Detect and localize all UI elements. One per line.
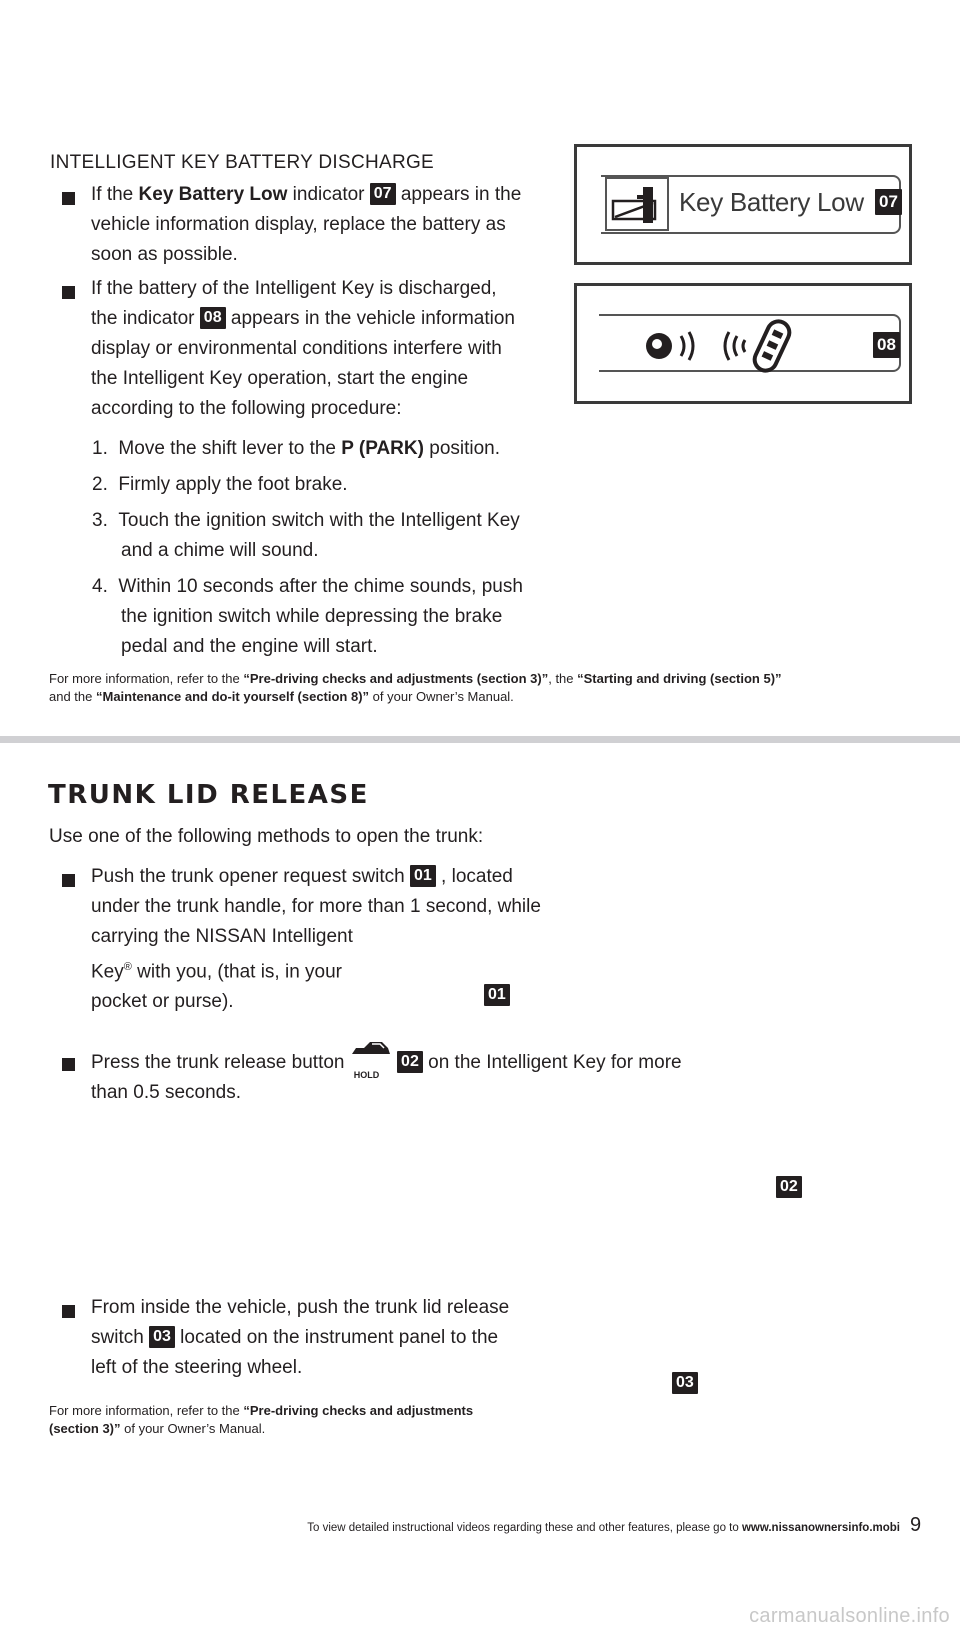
bullet-marker — [62, 1058, 75, 1071]
hold-label: HOLD — [353, 1070, 380, 1080]
text: From inside the vehicle, push the trunk lid release — [91, 1297, 510, 1318]
page-number: 9 — [910, 1514, 922, 1536]
text: than 0.5 seconds. — [91, 1082, 241, 1103]
text: Press the trunk release button — [91, 1052, 350, 1073]
text: , located — [435, 866, 513, 887]
text: appears in the — [395, 184, 522, 205]
step-number: 4. — [92, 576, 108, 597]
key-battery-icon — [605, 177, 669, 231]
text: appears in the vehicle information — [225, 308, 515, 329]
step-number: 3. — [92, 510, 108, 531]
manual-reference: “Pre-driving checks and adjustments (section 3)” — [243, 671, 549, 686]
trunk-intro: Use one of the following methods to open the trunk: — [49, 826, 484, 847]
text: , the — [548, 671, 578, 686]
text: Push the trunk opener request switch — [91, 866, 410, 887]
reference-note — [49, 670, 929, 706]
text: of your Owner’s Manual. — [120, 1421, 266, 1436]
text: the indicator — [91, 308, 200, 329]
text: with you, (that is, in your — [131, 961, 343, 983]
section-heading: INTELLIGENT KEY BATTERY DISCHARGE — [50, 152, 435, 173]
text: and the — [49, 689, 96, 704]
figure-badge-01: 01 — [484, 984, 510, 1006]
bullet-battery-discharged — [91, 274, 551, 424]
bullet-trunk-release-button — [91, 1046, 731, 1108]
text: For more information, refer to the — [49, 671, 244, 686]
bullet-key-battery-low — [91, 180, 551, 270]
figure-badge-02: 02 — [776, 1176, 802, 1198]
badge-08: 08 — [200, 307, 226, 329]
text: on the Intelligent Key for more — [422, 1052, 682, 1073]
text: vehicle information display, replace the battery as — [91, 214, 506, 235]
text: located on the instrument panel to the — [174, 1327, 499, 1348]
text: position. — [423, 438, 501, 459]
park-label: P (PARK) — [341, 438, 424, 459]
manual-reference: “Pre-driving checks and adjustments — [243, 1403, 474, 1418]
bullet-marker — [62, 286, 75, 299]
step-4 — [92, 572, 562, 662]
section-divider — [0, 736, 960, 743]
text: If the — [91, 184, 139, 205]
badge-01: 01 — [410, 865, 436, 887]
text: To view detailed instructional videos regarding these and other features, please go to — [307, 1522, 742, 1534]
step-2 — [92, 470, 562, 500]
section-title: TRUNK LID RELEASE — [48, 780, 369, 810]
key-battery-low-display — [574, 144, 912, 265]
text: pedal and the engine will start. — [121, 636, 378, 657]
key-battery-low-text: Key Battery Low — [679, 187, 864, 217]
step-number: 2. — [92, 474, 108, 495]
badge-03: 03 — [149, 1326, 175, 1348]
text: If the battery of the Intelligent Key is discharged, — [91, 278, 497, 299]
intelligent-key-display — [574, 283, 912, 404]
badge-02: 02 — [397, 1051, 423, 1073]
bullet-marker — [62, 874, 75, 887]
figure-badge-03: 03 — [672, 1372, 698, 1394]
text: For more information, refer to the — [49, 1403, 244, 1418]
text: Key — [91, 961, 124, 983]
text: the Intelligent Key operation, start the engine — [91, 368, 469, 389]
watermark: carmanualsonline.info — [749, 1605, 950, 1627]
bullet-marker — [62, 1305, 75, 1318]
footer-text — [0, 1522, 900, 1534]
key-signal-icon — [637, 312, 807, 383]
text: switch — [91, 1327, 150, 1348]
text: Touch the ignition switch with the Intelligent Key — [118, 510, 520, 531]
text: under the trunk handle, for more than 1 second, while — [91, 896, 541, 917]
trunk-hold-icon — [350, 1046, 392, 1080]
manual-reference: “Maintenance and do-it yourself (section 8)” — [96, 689, 370, 704]
text: of your Owner’s Manual. — [369, 689, 514, 704]
reference-note — [49, 1402, 609, 1438]
text: and a chime will sound. — [121, 540, 319, 561]
manual-reference: (section 3)” — [49, 1421, 121, 1436]
text: Within 10 seconds after the chime sounds, push — [118, 576, 523, 597]
bullet-request-switch — [91, 862, 591, 1017]
text: the ignition switch while depressing the brake — [121, 606, 503, 627]
text: display or environmental conditions interfere with — [91, 338, 502, 359]
key-battery-low-label: Key Battery Low — [138, 184, 288, 205]
text: Move the shift lever to the — [118, 438, 342, 459]
procedure-steps — [92, 434, 562, 662]
text: soon as possible. — [91, 244, 238, 265]
registered-mark: ® — [123, 961, 132, 973]
text: indicator — [287, 184, 370, 205]
manual-reference: “Starting and driving (section 5)” — [577, 671, 782, 686]
badge-08: 08 — [873, 332, 900, 358]
step-3 — [92, 506, 562, 566]
step-number: 1. — [92, 438, 108, 459]
text: pocket or purse). — [91, 991, 234, 1013]
text: Firmly apply the foot brake. — [118, 474, 348, 495]
text: carrying the NISSAN Intelligent — [91, 926, 353, 947]
text: left of the steering wheel. — [91, 1357, 303, 1378]
text: according to the following procedure: — [91, 398, 402, 419]
bullet-marker — [62, 192, 75, 205]
badge-07: 07 — [370, 183, 396, 205]
badge-07: 07 — [875, 189, 902, 215]
website-link[interactable]: www.nissanownersinfo.mobi — [741, 1522, 900, 1534]
bullet-instrument-panel-switch — [91, 1293, 591, 1383]
step-1 — [92, 434, 562, 464]
